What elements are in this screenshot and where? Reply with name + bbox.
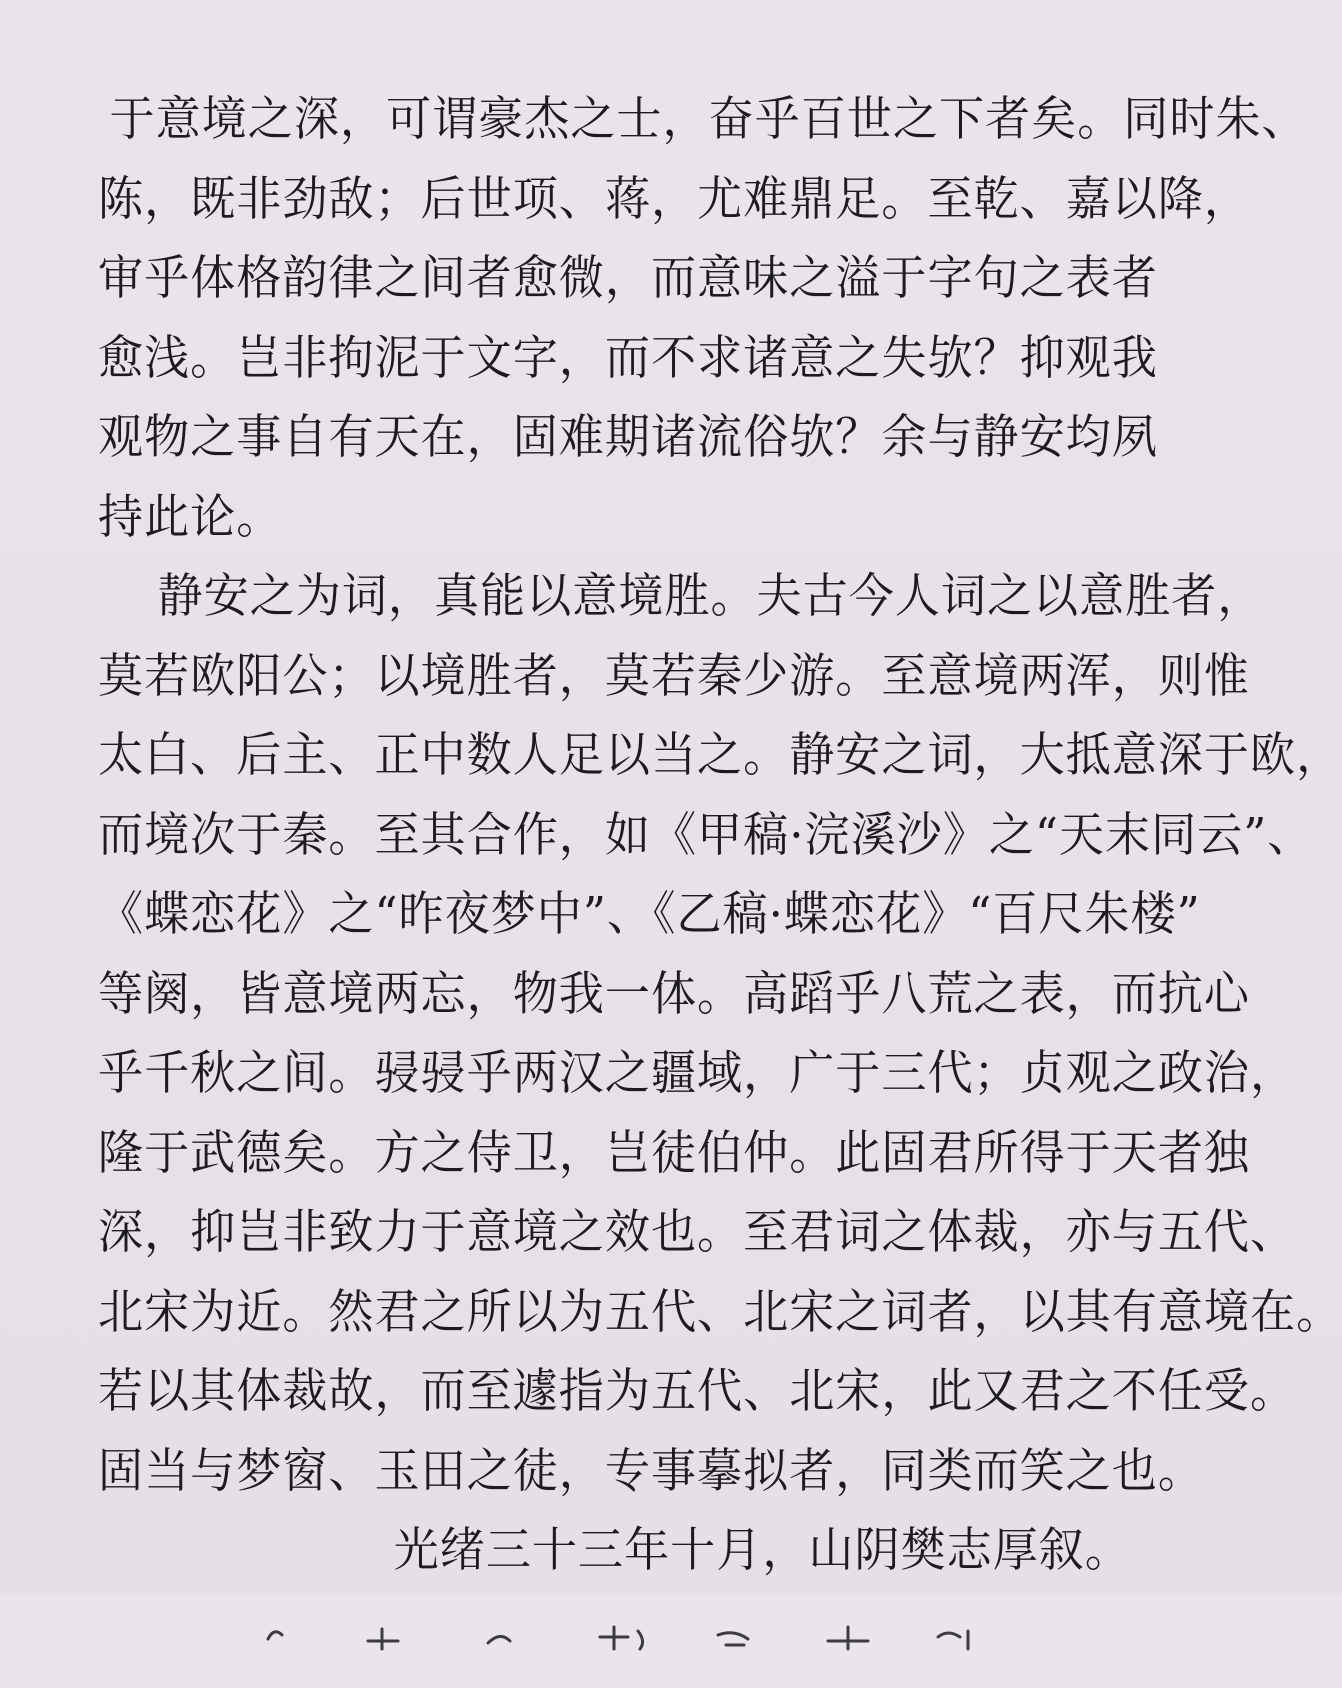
cut-off-bottom-line (98, 1591, 1194, 1651)
text-line: 陈，既非劲敌；后世项、蒋，尤难鼎足。至乾、嘉以降， (98, 171, 1250, 227)
text-line: 持此论。 (98, 489, 283, 545)
text-line: 若以其体裁故，而至遽指为五代、北宋，此又君之不任受。 (98, 1364, 1297, 1419)
text-line: 《蝶恋花》之“昨夜梦中”、《乙稿·蝶恋花》“百尺朱楼” (98, 887, 1201, 942)
text-line: 而境次于秦。至其合作，如《甲稿·浣溪沙》之“天末同云”、 (98, 807, 1314, 863)
text-line: 审乎体格韵律之间者愈微，而意味之溢于字句之表者 (98, 251, 1158, 306)
cut-off-strokes (248, 1591, 1148, 1651)
paragraph-2 (98, 557, 1342, 1511)
text-line: 乎千秋之间。骎骎乎两汉之疆域，广于三代；贞观之政治， (98, 1046, 1297, 1101)
text-line: 于意境之深，可谓豪杰之士，奋乎百世之下者矣。同时朱、 (109, 92, 1308, 147)
paragraph-1 (98, 80, 1308, 557)
text-line: 愈浅。岂非拘泥于文字，而不求诸意之失欤？抑观我 (98, 330, 1158, 386)
text-line: 静安之为词，真能以意境胜。夫古今人词之以意胜者， (157, 569, 1264, 624)
text-line: 等阕，皆意境两忘，物我一体。高蹈乎八荒之表，而抗心 (98, 966, 1250, 1022)
text-line: 北宋为近。然君之所以为五代、北宋之词者，以其有意境在。 (98, 1284, 1342, 1340)
text-line: 深，抑岂非致力于意境之效也。至君词之体裁，亦与五代、 (98, 1205, 1297, 1260)
signature-line: 光绪三十三年十月，山阴樊志厚叙。 (393, 1523, 1131, 1578)
text-line: 莫若欧阳公；以境胜者，莫若秦少游。至意境两浑，则惟 (98, 648, 1250, 704)
text-line: 观物之事自有天在，固难期诸流俗欤？余与静安均夙 (98, 410, 1158, 465)
text-line: 太白、后主、正中数人足以当之。静安之词，大抵意深于欧， (98, 728, 1342, 783)
text-line: 固当与梦窗、玉田之徒，专事摹拟者，同类而笑之也。 (98, 1443, 1204, 1499)
text-line: 隆于武德矣。方之侍卫，岂徒伯仲。此固君所得于天者独 (98, 1125, 1250, 1181)
